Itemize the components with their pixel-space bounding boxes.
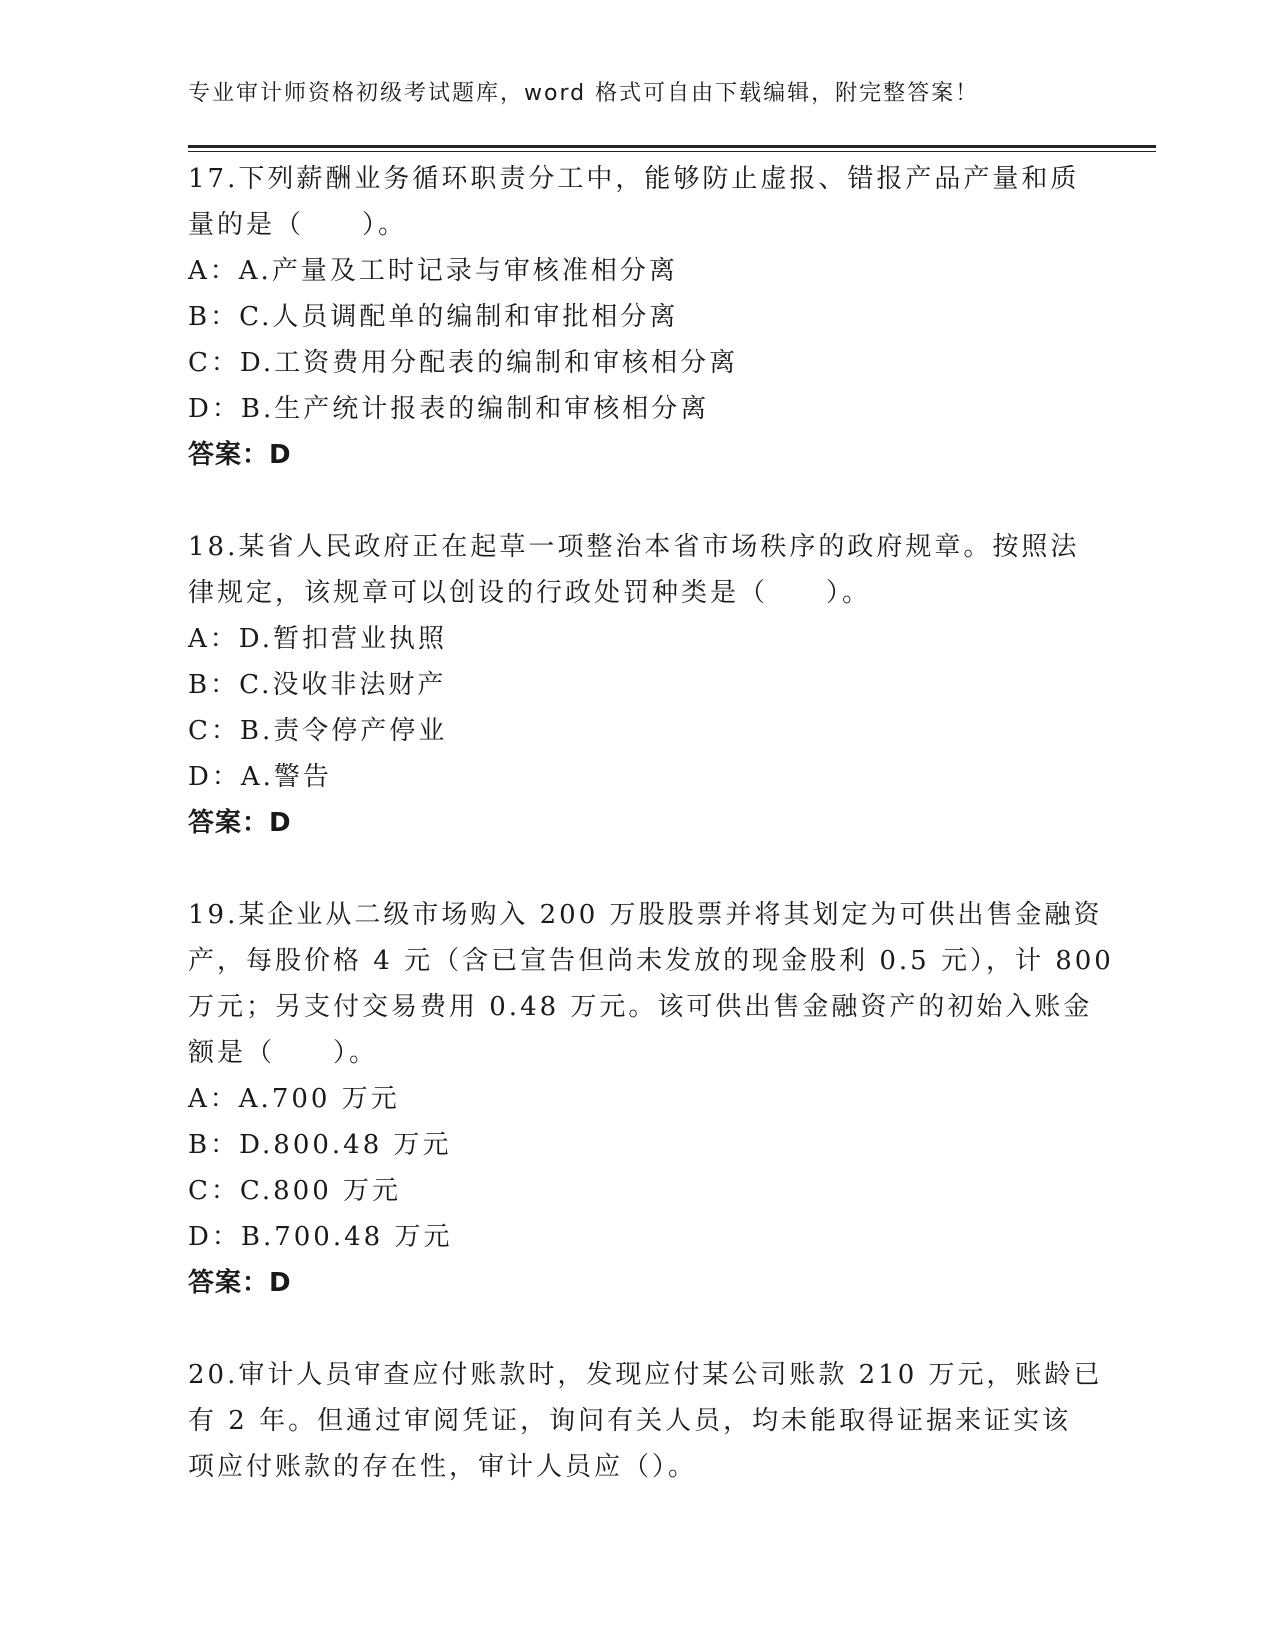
question-stem-line: 律规定，该规章可以创设的行政处罚种类是（ ）。 [188,578,872,608]
answer-line: 答案：D [188,1268,292,1298]
option-c: C：D.工资费用分配表的编制和审核相分离 [188,348,739,378]
option-a: A：A.产量及工时记录与审核准相分离 [188,256,678,286]
option-a: A：D.暂扣营业执照 [188,624,447,654]
question-stem-line: 项应付账款的存在性，审计人员应（）。 [188,1452,698,1482]
option-d: D：A.警告 [188,762,332,792]
question-17 [188,156,1088,478]
question-spacer [188,1306,1088,1352]
question-stem-line: 万元；另支付交易费用 0.48 万元。该可供出售金融资产的初始入账金 [188,992,1093,1022]
page-header: 专业审计师资格初级考试题库，word 格式可自由下载编辑，附完整答案！ [188,81,980,106]
question-stem-line: 20.审计人员审查应付账款时，发现应付某公司账款 210 万元，账龄已 [188,1360,1103,1390]
answer-line: 答案：D [188,808,292,838]
question-20 [188,1352,1103,1490]
question-stem-line: 17.下列薪酬业务循环职责分工中，能够防止虚报、错报产品产量和质 [188,164,1080,194]
option-b: B：C.人员调配单的编制和审批相分离 [188,302,679,332]
question-stem-line: 额是（ ）。 [188,1038,379,1068]
question-18 [188,524,1088,846]
question-spacer [188,478,1088,524]
question-stem-line: 19.某企业从二级市场购入 200 万股股票并将其划定为可供出售金融资 [188,900,1103,930]
question-stem-line: 有 2 年。但通过审阅凭证，询问有关人员，均未能取得证据来证实该 [188,1406,1072,1436]
option-d: D：B.700.48 万元 [188,1222,453,1252]
header-rule-thin [188,151,1156,152]
question-spacer [188,846,1088,892]
question-stem-line: 量的是（ ）。 [188,210,408,240]
option-d: D：B.生产统计报表的编制和审核相分离 [188,394,710,424]
option-a: A：A.700 万元 [188,1084,400,1114]
option-b: B：C.没收非法财产 [188,670,447,700]
option-b: B：D.800.48 万元 [188,1130,452,1160]
header-rule-thick [188,145,1156,148]
answer-line: 答案：D [188,440,292,470]
question-19 [188,892,1114,1306]
question-list [188,156,1114,1490]
option-c: C：B.责令停产停业 [188,716,448,746]
question-stem-line: 18.某省人民政府正在起草一项整治本省市场秩序的政府规章。按照法 [188,532,1080,562]
option-c: C：C.800 万元 [188,1176,402,1206]
question-stem-line: 产，每股价格 4 元（含已宣告但尚未发放的现金股利 0.5 元），计 800 [188,946,1114,976]
